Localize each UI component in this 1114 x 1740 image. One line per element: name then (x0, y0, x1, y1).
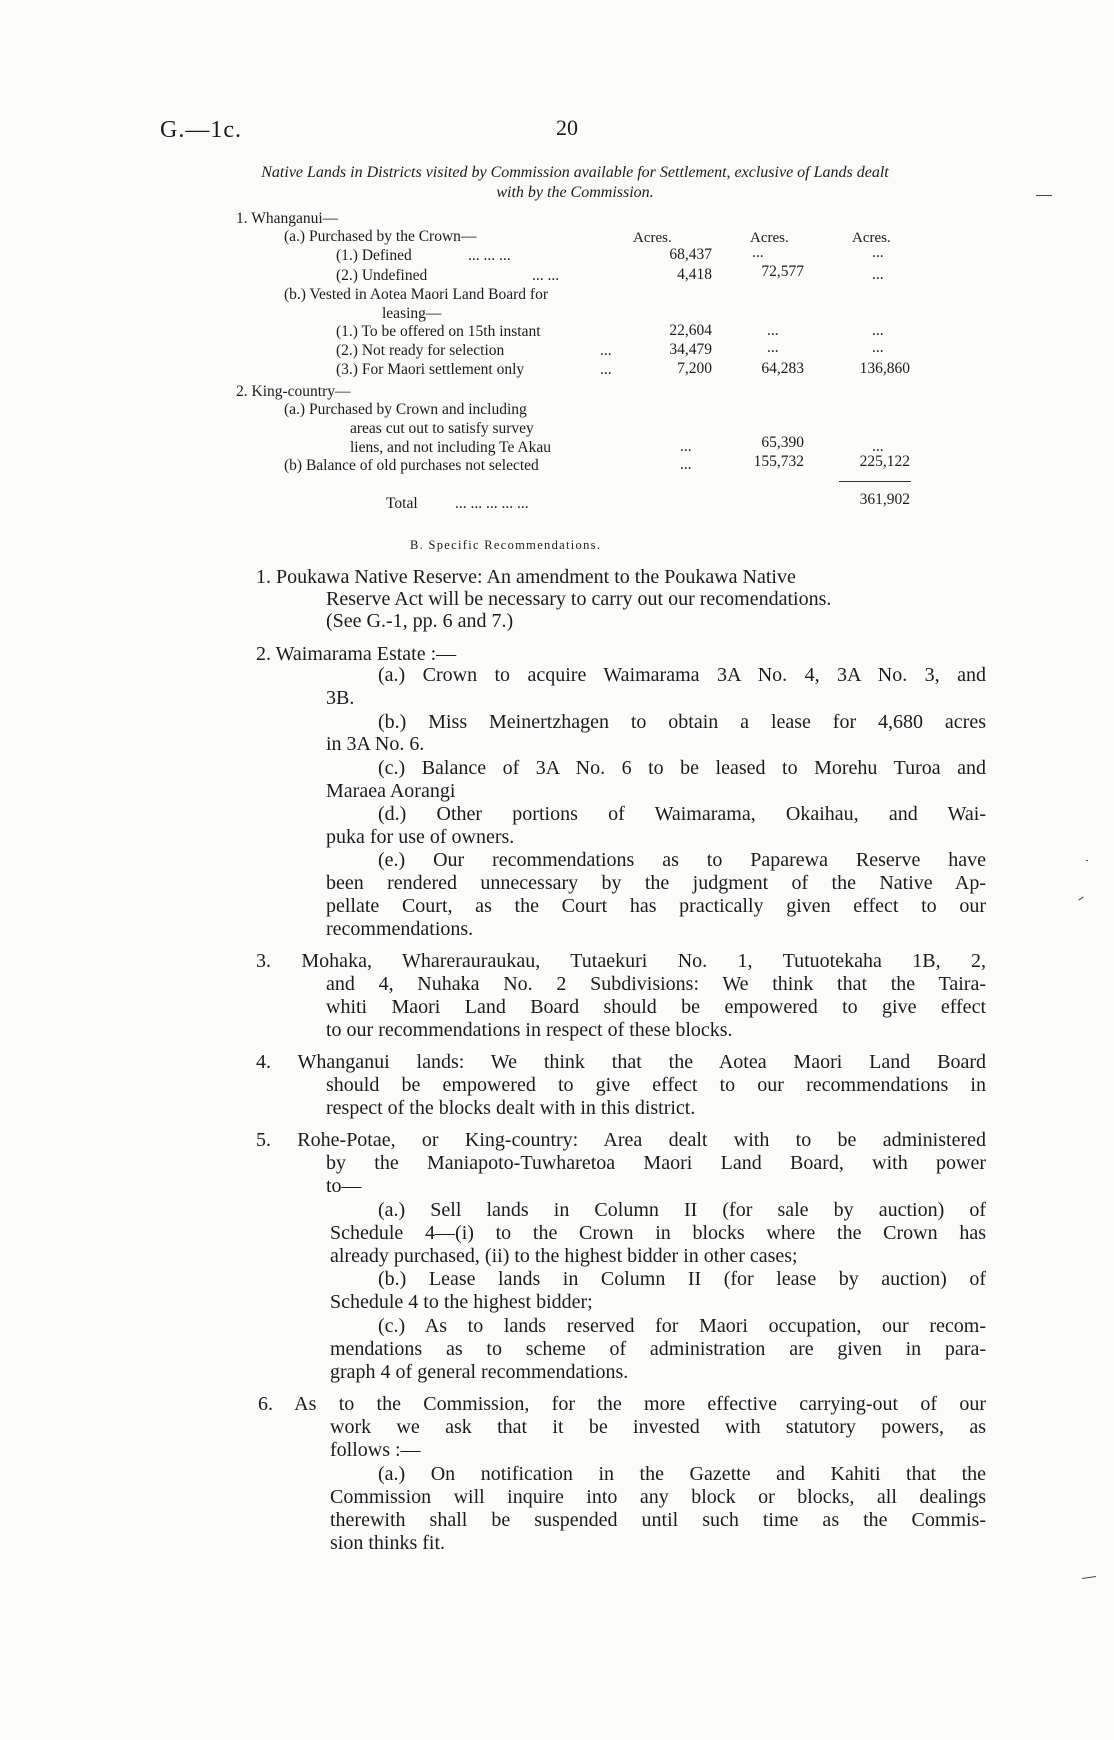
rec-2e-line-1: (e.) Our recommendations as to Paparewa Reserve have (378, 849, 986, 871)
rec-2e-line-3: pellate Court, as the Court has practically given effect to our (326, 895, 986, 917)
row-a2-label: (2.) Undefined (336, 267, 428, 284)
row-a2-leaders: ... ... (532, 267, 560, 284)
rec-4-line-1: 4. Whanganui lands: We think that the Aotea Maori Land Board (256, 1051, 986, 1073)
rec-4-line-3: respect of the blocks dealt with in this district. (326, 1097, 696, 1119)
margin-mark (1086, 860, 1088, 861)
margin-mark (1082, 1576, 1096, 1579)
rec-3-line-2: and 4, Nuhaka No. 2 Subdivisions: We think that the Taira- (326, 973, 986, 995)
rec-1-line-3: (See G.-1, pp. 6 and 7.) (326, 610, 514, 632)
rec-5-line-2: by the Maniapoto-Tuwharetoa Maori Land Board, with power (326, 1152, 986, 1174)
row-ka-c2: 65,390 (761, 434, 804, 451)
rec-3-line-4: to our recommendations in respect of these blocks. (326, 1019, 733, 1041)
rec-6-line-2: work we ask that it be invested with statutory powers, as (330, 1416, 986, 1438)
rec-4-line-2: should be empowered to give effect to our recommendations in (326, 1074, 986, 1096)
row-b3-c1: 7,200 (677, 360, 712, 377)
document-code: G.—1c. (160, 117, 242, 143)
row-ka-c3: ... (872, 438, 884, 455)
rec-5c-line-3: graph 4 of general recommendations. (330, 1361, 629, 1383)
total-rule (839, 481, 911, 482)
row-b3-c3: 136,860 (859, 360, 910, 377)
row-a2-c3: ... (872, 266, 884, 283)
rec-1-line-2: Reserve Act will be necessary to carry out our recomendations. (326, 588, 832, 610)
rec-3-line-3: whiti Maori Land Board should be empowered to give effect (326, 996, 986, 1018)
rec-6a-line-4: sion thinks fit. (330, 1532, 446, 1554)
row-ka-label-2: areas cut out to satisfy survey (350, 420, 534, 437)
rec-2b-line-2: in 3A No. 6. (326, 733, 425, 755)
col-header-3: Acres. (852, 230, 891, 246)
row-b2-c3: ... (872, 339, 884, 356)
rec-5c-line-1: (c.) As to lands reserved for Maori occupation, our recom- (378, 1315, 986, 1337)
row-b1-c2: ... (767, 322, 779, 339)
rec-5c-line-2: mendations as to scheme of administration are given in para- (330, 1338, 986, 1360)
rec-5-line-3: to— (326, 1175, 362, 1197)
row-b-label-2: leasing— (382, 305, 442, 322)
rec-2d-line-2: puka for use of owners. (326, 826, 515, 848)
row-b1-c1: 22,604 (669, 322, 712, 339)
rec-5-line-1: 5. Rohe-Potae, or King-country: Area dealt with to be administered (256, 1129, 986, 1151)
table-caption-line-2: with by the Commission. (496, 184, 654, 201)
rec-6a-line-2: Commission will inquire into any block or blocks, all dealings (330, 1486, 986, 1508)
col-header-1: Acres. (633, 230, 672, 246)
row-ka-label-1: (a.) Purchased by Crown and including (284, 401, 527, 418)
row-a2-c1: 4,418 (677, 266, 712, 283)
row-a1-c3: ... (872, 244, 884, 261)
rec-5b-line-1: (b.) Lease lands in Column II (for lease by auction) of (378, 1268, 986, 1290)
total-value: 361,902 (859, 491, 910, 508)
row-b1-c3: ... (872, 322, 884, 339)
total-leaders: ... ... ... ... ... (455, 495, 529, 512)
row-b2-leaders: ... (600, 342, 612, 359)
rec-2e-line-2: been rendered unnecessary by the judgment of the Native Ap- (326, 872, 986, 894)
row-a-label: (a.) Purchased by the Crown— (284, 228, 477, 245)
row-a2-c2: 72,577 (761, 263, 804, 280)
rec-2c-line-2: Maraea Aorangi (326, 780, 456, 802)
section-heading: B. Specific Recommendations. (410, 538, 602, 552)
rec-6-line-1: 6. As to the Commission, for the more effective carrying-out of our (258, 1393, 986, 1415)
rec-2b-line-1: (b.) Miss Meinertzhagen to obtain a lease for 4,680 acres (378, 711, 986, 733)
rec-2c-line-1: (c.) Balance of 3A No. 6 to be leased to Morehu Turoa and (378, 757, 986, 779)
table-caption-line-1: Native Lands in Districts visited by Commission available for Settlement, exclusive of Lands dealt (261, 164, 889, 181)
rec-2a-line-1: (a.) Crown to acquire Waimarama 3A No. 4, 3A No. 3, and (378, 664, 986, 686)
rec-6-line-3: follows :— (330, 1439, 421, 1461)
margin-mark (1036, 195, 1052, 196)
rec-6a-line-3: therewith shall be suspended until such time as the Commis- (330, 1509, 986, 1531)
rec-3-line-1: 3. Mohaka, Wharerauraukau, Tutaekuri No. 1, Tutuotekaha 1B, 2, (256, 950, 986, 972)
margin-mark (1078, 896, 1083, 900)
row-whanganui: 1. Whanganui— (236, 210, 339, 227)
row-b2-label: (2.) Not ready for selection (336, 342, 505, 359)
page-number: 20 (556, 115, 578, 140)
row-a1-c1: 68,437 (669, 246, 712, 263)
row-a1-c2: ... (752, 244, 764, 261)
row-ka-c1: ... (680, 438, 692, 455)
total-label: Total (386, 495, 418, 512)
row-kb-c1: ... (680, 456, 692, 473)
rec-6a-line-1: (a.) On notification in the Gazette and Kahiti that the (378, 1463, 986, 1485)
row-king-country: 2. King-country— (236, 383, 351, 400)
row-b-label-1: (b.) Vested in Aotea Maori Land Board for (284, 286, 549, 303)
rec-5a-line-2: Schedule 4—(i) to the Crown in blocks where the Crown has (330, 1222, 986, 1244)
rec-5a-line-1: (a.) Sell lands in Column II (for sale by auction) of (378, 1199, 986, 1221)
rec-5b-line-2: Schedule 4 to the highest bidder; (330, 1291, 593, 1313)
rec-2-heading: 2. Waimarama Estate :— (256, 643, 457, 665)
rec-2d-line-1: (d.) Other portions of Waimarama, Okaihau, and Wai- (378, 803, 986, 825)
row-b3-leaders: ... (600, 361, 612, 378)
row-a1-leaders: ... ... ... (468, 247, 511, 264)
row-ka-label-3: liens, and not including Te Akau (350, 439, 551, 456)
row-kb-c2: 155,732 (753, 453, 804, 470)
row-b2-c2: ... (767, 339, 779, 356)
col-header-2: Acres. (750, 230, 789, 246)
row-kb-c3: 225,122 (859, 453, 910, 470)
rec-5a-line-3: already purchased, (ii) to the highest bidder in other cases; (330, 1245, 798, 1267)
row-b2-c1: 34,479 (669, 341, 712, 358)
row-b3-label: (3.) For Maori settlement only (336, 361, 525, 378)
row-kb-label: (b) Balance of old purchases not selected (284, 457, 539, 474)
rec-2a-line-2: 3B. (326, 687, 355, 709)
rec-2e-line-4: recommendations. (326, 918, 474, 940)
row-b1-label: (1.) To be offered on 15th instant (336, 323, 541, 340)
row-b3-c2: 64,283 (761, 360, 804, 377)
row-a1-label: (1.) Defined (336, 247, 412, 264)
rec-1-line-1: 1. Poukawa Native Reserve: An amendment to the Poukawa Native (256, 566, 796, 588)
